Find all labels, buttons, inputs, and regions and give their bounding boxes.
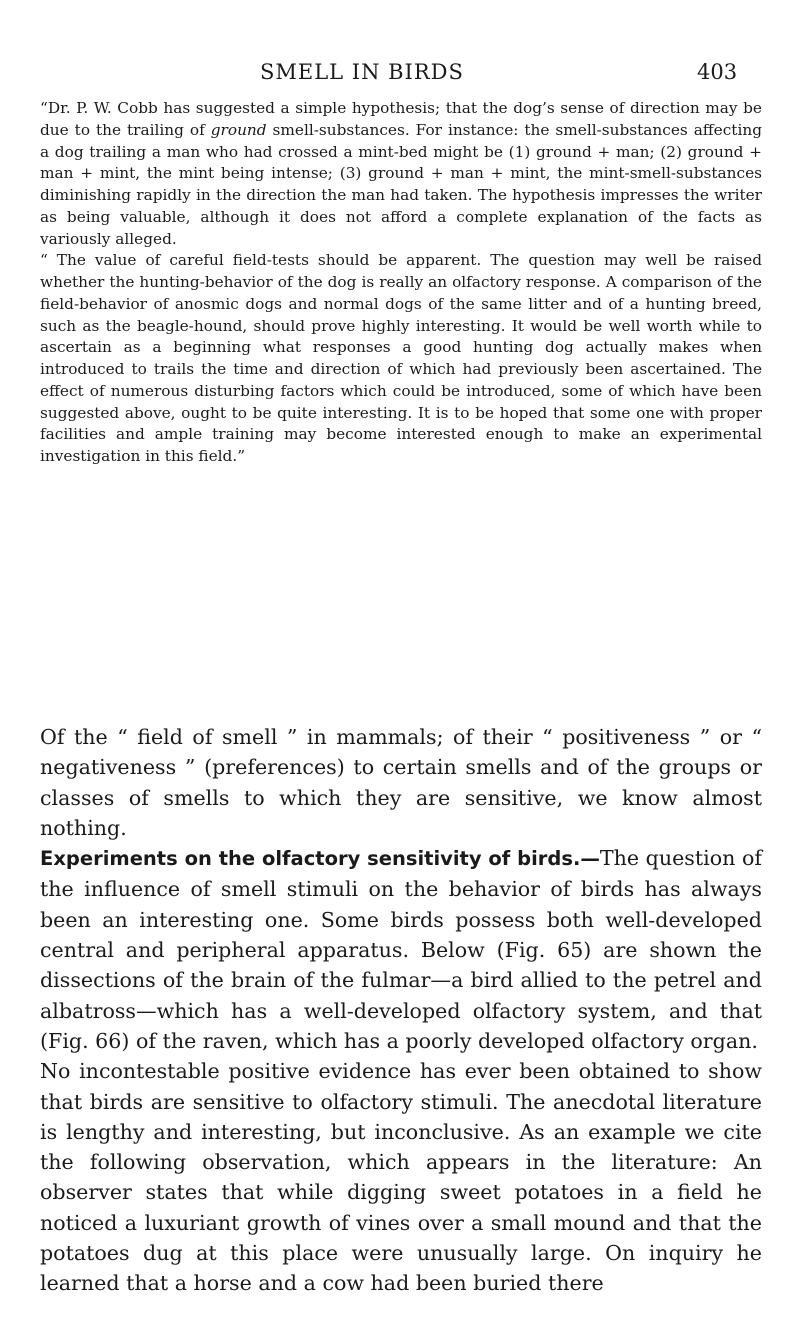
page-number: 403 [697, 60, 738, 84]
quote-p1-part-a: “Dr. P. W. Cobb has suggested a simple hypothesis; that the dog’s sense of direction may be due to the trailing of [40, 99, 762, 139]
section-heading: Experiments on the olfactory sensitivity of birds.— [40, 847, 600, 871]
running-head [0, 60, 800, 90]
quote-paragraph-2: “ The value of careful field-tests should be apparent. The question may well be raised whether the hunting-behavior of the dog is really an olfactory response. A comparison of the field-behavior of anosmic dogs and normal dogs of the same litter and of a hunting breed, such as the beagle-hound, should prove highly interesting. It would be well worth while to ascertain as a beginning what responses a good hunting dog actually makes when introduced to trails the time and direction of which had previously been ascertained. The effect of numerous disturbing factors which could be introduced, some of which have been suggested above, ought to be quite interesting. It is to be hoped that some one with proper facilities and ample training may become interested enough to make an experimental investigation in this field.” [40, 251, 762, 465]
quote-paragraph-1 [40, 98, 762, 250]
running-title: SMELL IN BIRDS [260, 60, 464, 84]
main-paragraph-3: No incontestable positive evidence has ever been obtained to show that birds are sensitive to olfactory stimuli. The anecdotal literature is lengthy and interesting, but inconclusive. As an example we cite the following observation, which appears in the literature: An observer states that while digging sweet potatoes in a field he noticed a luxuriant growth of vines over a small mound and that the potatoes dug at this place were unusually large. On inquiry he learned that a horse and a cow had been buried there [40, 1059, 762, 1296]
quote-p1-emphasis: ground [210, 120, 267, 139]
main-paragraph-1: Of the “ field of smell ” in mammals; of their “ positiveness ” or “ negativeness ” (preferences) to certain smells and of the groups or classes of smells to which they are sensitive, we know almost nothing. [40, 725, 762, 840]
main-paragraph-2-text: The question of the influence of smell stimuli on the behavior of birds has always been an interesting one. Some birds possess both well-developed central and peripheral apparatus. Below (Fig. 65) are shown the dissections of the brain of the fulmar—a bird allied to the petrel and albatross—which has a well-developed olfactory system, and that (Fig. 66) of the raven, which has a poorly developed olfactory organ. [40, 846, 763, 1053]
main-paragraph-2 [40, 843, 762, 1056]
quote-p1-part-b: smell-substances. For instance: the smell-substances affecting a dog trailing a man who had crossed a mint-bed might be (1) ground + man; (2) ground + man + mint, the mint being intense; (3) ground + man + mint, the mint-smell-substances diminishing rapidly in the direction the man had taken. The hypothesis impresses the writer as being valuable, although it does not afford a complete explanation of the facts as variously alleged. [40, 120, 762, 248]
quoted-passage [40, 98, 762, 468]
main-text [40, 722, 762, 1299]
